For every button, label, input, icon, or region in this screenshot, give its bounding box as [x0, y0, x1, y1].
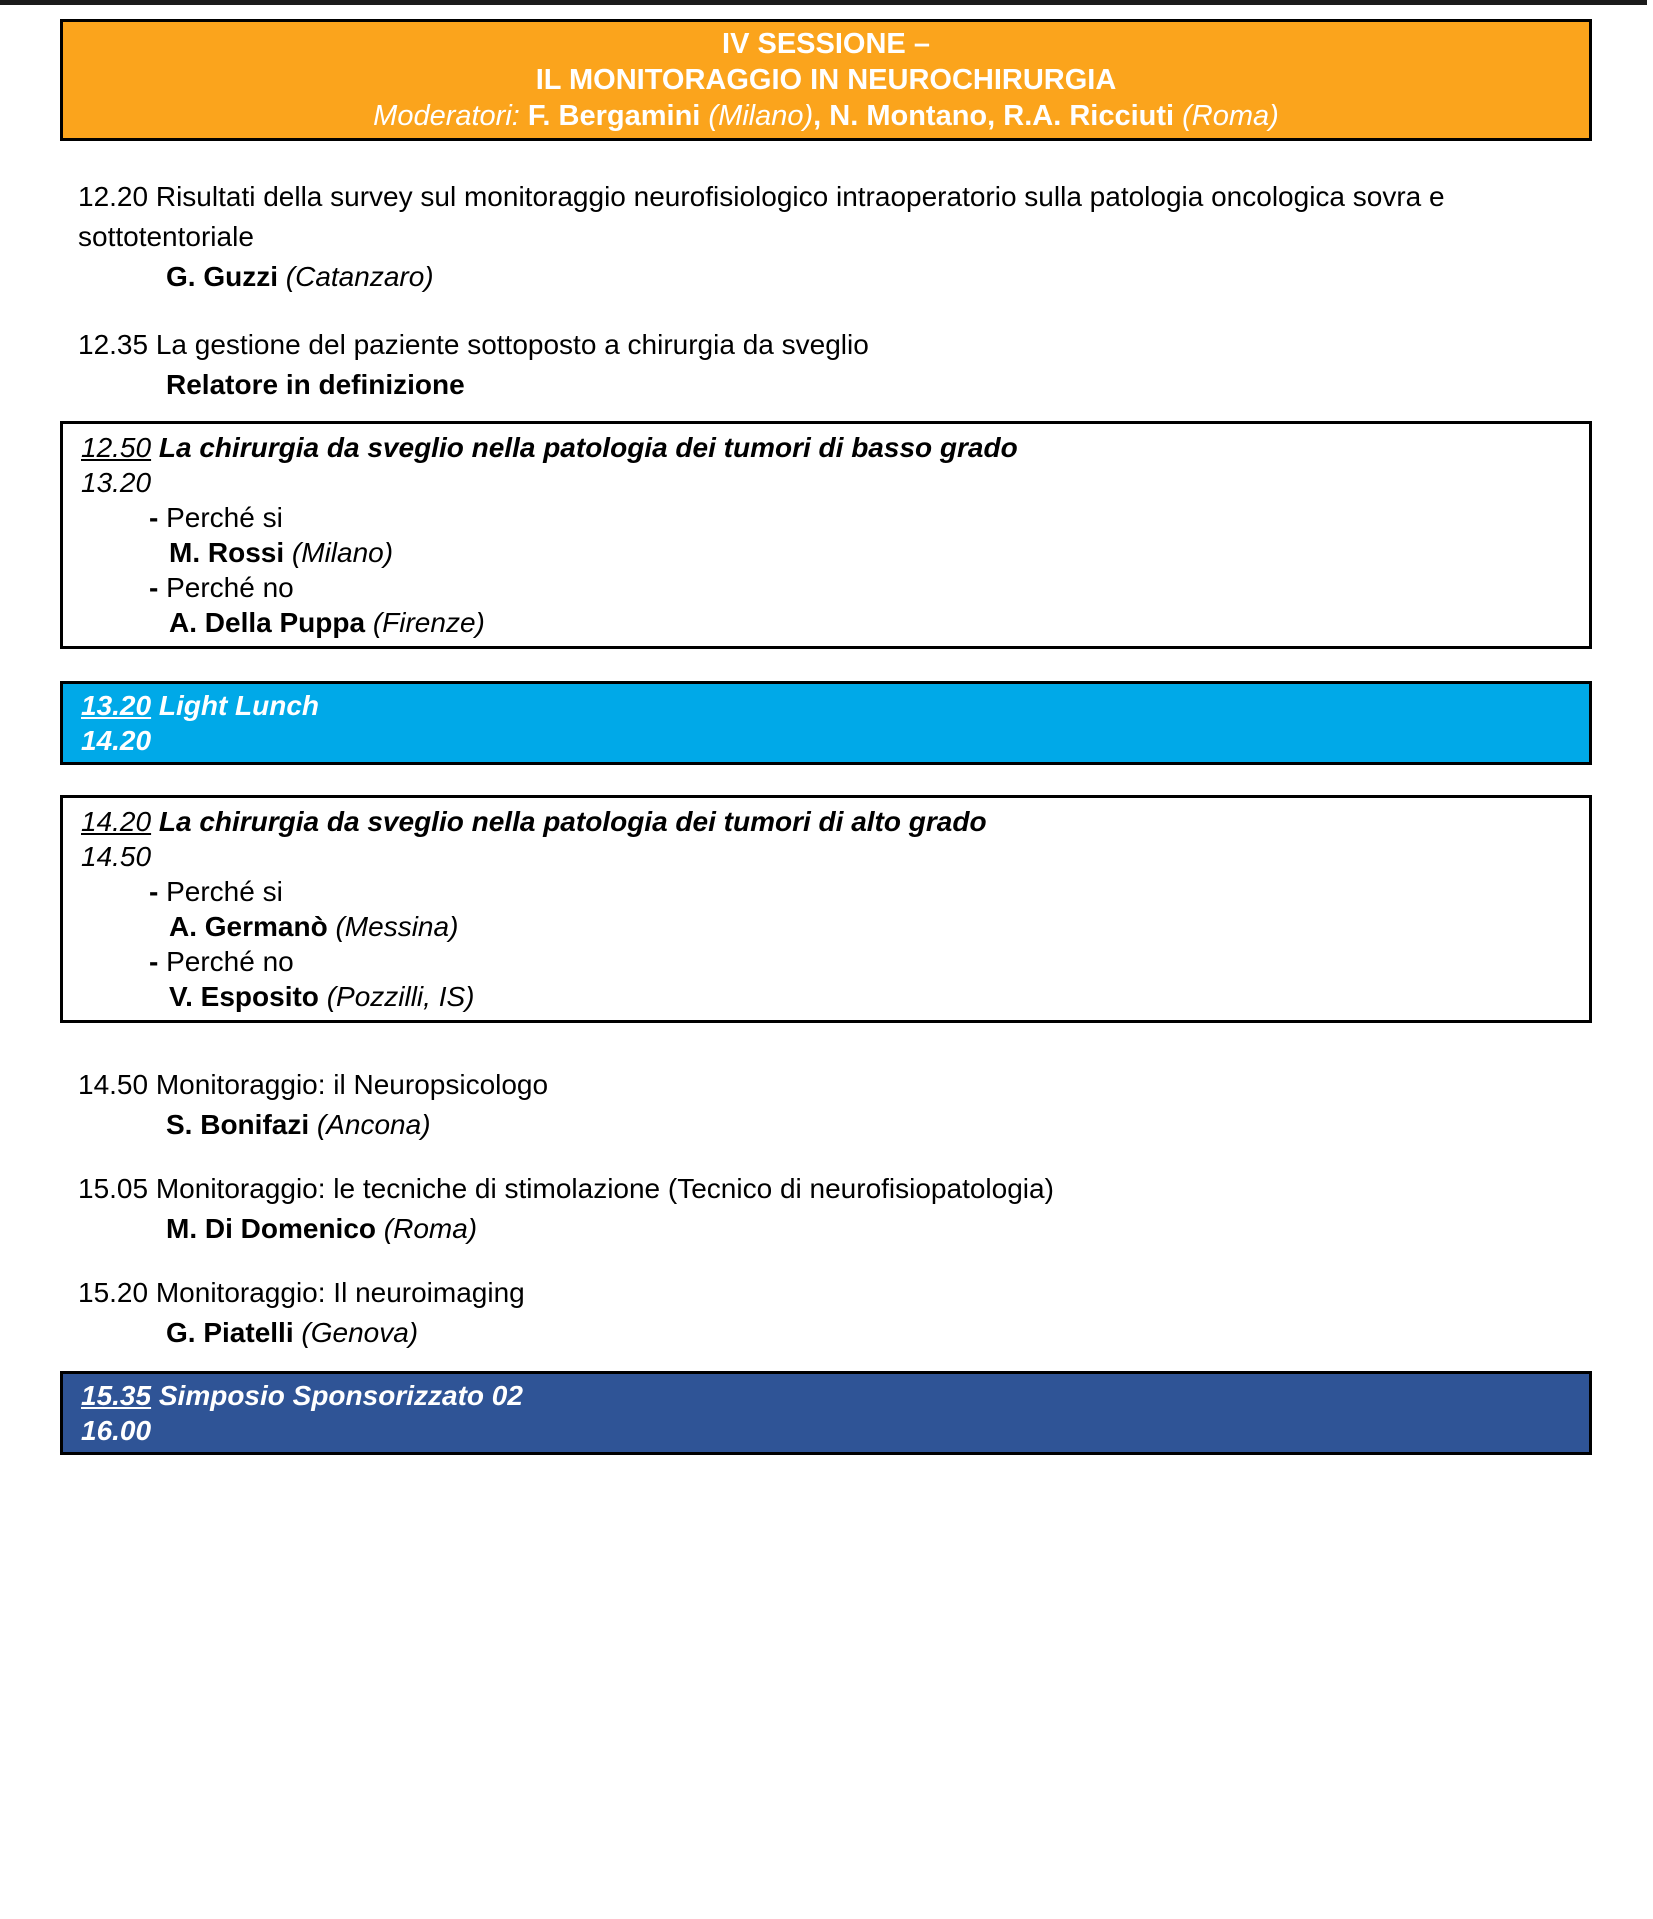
entry-time: 15.20 [78, 1277, 149, 1308]
banner-title: Light Lunch [158, 690, 320, 721]
entry-title: Monitoraggio: le tecniche di stimolazione (Tecnico di neurofisiopatologia) [155, 1173, 1054, 1204]
entry-line [78, 1065, 1592, 1105]
bullet-label: Perché si [166, 502, 283, 533]
time-start: 15.35 [81, 1380, 152, 1411]
speaker-name: A. Germanò [169, 911, 328, 942]
schedule-entry [60, 325, 1592, 405]
moderator-name: N. Montano [829, 100, 988, 132]
bullet-label: Perché no [166, 572, 294, 603]
time-end: 14.50 [81, 841, 152, 872]
speaker-line [78, 365, 1592, 405]
moderators-line [73, 98, 1579, 134]
moderator-city: (Milano) [708, 100, 814, 132]
entry-time: 12.20 [78, 181, 149, 212]
speaker-line [78, 1105, 1592, 1145]
speaker-name: M. Di Domenico [166, 1213, 377, 1244]
speaker-city: (Pozzilli, IS) [326, 981, 475, 1012]
speaker-city: (Ancona) [316, 1109, 431, 1140]
bullet-dash: - [149, 572, 159, 603]
entry-time: 14.50 [78, 1069, 149, 1100]
session-title-line2: IL MONITORAGGIO IN NEUROCHIRURGIA [535, 64, 1117, 96]
speaker-city: (Genova) [301, 1317, 419, 1348]
entry-title: La gestione del paziente sottoposto a chirurgia da sveglio [155, 329, 869, 360]
speaker-city: (Milano) [291, 537, 394, 568]
bullet-dash: - [149, 876, 159, 907]
moderators-label: Moderatori: [373, 100, 520, 132]
entry-title: Monitoraggio: Il neuroimaging [155, 1277, 525, 1308]
schedule-entry [60, 1169, 1592, 1249]
bullet-dash: - [149, 502, 159, 533]
speaker-name: Relatore in definizione [166, 369, 465, 400]
bullet-label: Perché no [166, 946, 294, 977]
symposium-banner [60, 1371, 1592, 1455]
separator: , [813, 100, 822, 132]
speaker-name: G. Piatelli [166, 1317, 294, 1348]
program-page [60, 19, 1592, 1455]
bullet-item [81, 874, 1569, 909]
bullet-item [81, 944, 1569, 979]
bullet-item [81, 500, 1569, 535]
box-title: La chirurgia da sveglio nella patologia dei tumori di alto grado [158, 806, 987, 837]
bullet-dash: - [149, 946, 159, 977]
banner-title: Simposio Sponsorizzato 02 [158, 1380, 523, 1411]
speaker-city: (Catanzaro) [285, 261, 434, 292]
schedule-entry [60, 177, 1592, 297]
box-title: La chirurgia da sveglio nella patologia dei tumori di basso grado [158, 432, 1018, 463]
speaker-name: S. Bonifazi [166, 1109, 310, 1140]
bullet-item [81, 570, 1569, 605]
speaker-line [81, 979, 1569, 1014]
box-title-line [81, 430, 1569, 465]
time-start: 13.20 [81, 690, 152, 721]
session-box [60, 421, 1592, 649]
box-title-line [81, 804, 1569, 839]
banner-title-line [81, 688, 1569, 723]
speaker-line [81, 909, 1569, 944]
page-top-edge-artifact [0, 0, 1647, 5]
speaker-city: (Roma) [383, 1213, 478, 1244]
speaker-name: V. Esposito [169, 981, 319, 1012]
session-title-line1: IV SESSIONE – [722, 28, 930, 60]
entry-title: Risultati della survey sul monitoraggio neurofisiologico intraoperatorio sulla patologia oncologica sovra e sottotentoriale [78, 181, 1445, 252]
time-start: 14.20 [81, 806, 152, 837]
entry-time: 12.35 [78, 329, 149, 360]
speaker-line [78, 1313, 1592, 1353]
time-end: 16.00 [81, 1415, 152, 1446]
speaker-line [78, 257, 1592, 297]
speaker-name: M. Rossi [169, 537, 285, 568]
time-end: 14.20 [81, 725, 152, 756]
speaker-city: (Messina) [335, 911, 459, 942]
entry-time: 15.05 [78, 1173, 149, 1204]
session-header-banner [60, 19, 1592, 141]
moderator-city: (Roma) [1182, 100, 1279, 132]
speaker-name: A. Della Puppa [169, 607, 366, 638]
time-start: 12.50 [81, 432, 152, 463]
entry-line [78, 1169, 1592, 1209]
banner-title-line [81, 1378, 1569, 1413]
separator: , [987, 100, 996, 132]
moderator-name: R.A. Ricciuti [1003, 100, 1175, 132]
moderator-name: F. Bergamini [527, 100, 701, 132]
schedule-entry [60, 1273, 1592, 1353]
entry-line [78, 1273, 1592, 1313]
time-end: 13.20 [81, 467, 152, 498]
entry-line [78, 325, 1592, 365]
lunch-banner [60, 681, 1592, 765]
speaker-line [81, 535, 1569, 570]
speaker-city: (Firenze) [372, 607, 485, 638]
speaker-line [78, 1209, 1592, 1249]
entry-line [78, 177, 1478, 257]
schedule-entry [60, 1065, 1592, 1145]
session-box [60, 795, 1592, 1023]
speaker-line [81, 605, 1569, 640]
bullet-label: Perché si [166, 876, 283, 907]
speaker-name: G. Guzzi [166, 261, 278, 292]
entry-title: Monitoraggio: il Neuropsicologo [155, 1069, 549, 1100]
